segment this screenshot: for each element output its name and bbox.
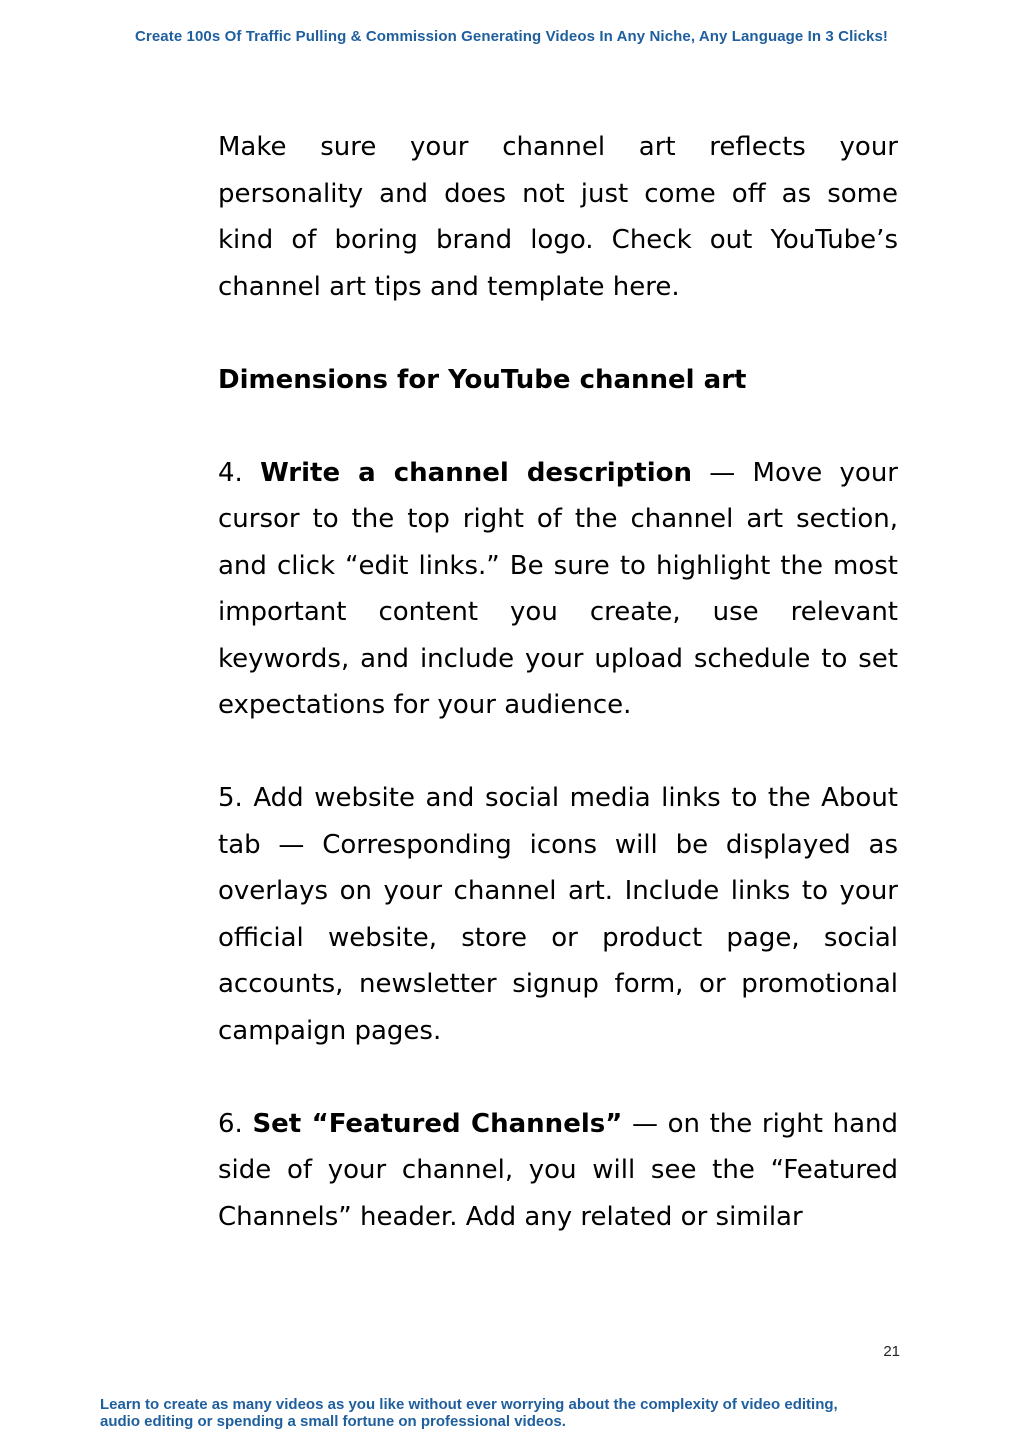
list-item-4 bbox=[218, 450, 898, 729]
footer-line-2: audio editing or spending a small fortune on professional videos. bbox=[100, 1413, 566, 1430]
list-item-5: 5. Add website and social media links to the About tab — Corresponding icons will be displayed as overlays on your channel art. Include links to your official website, store or product page, social accounts, newsletter signup form, or promotional campaign pages. bbox=[218, 783, 898, 1046]
heading-dimensions: Dimensions for YouTube channel art bbox=[218, 364, 747, 395]
footer-banner bbox=[100, 1396, 980, 1430]
page-content bbox=[218, 124, 898, 1287]
paragraph-channel-art: Make sure your channel art reflects your personality and does not just come off as some kind of boring brand logo. Check out YouTube’s channel art tips and template here. bbox=[218, 132, 898, 302]
item-6-title: Set “Featured Channels” bbox=[252, 1108, 623, 1139]
item-6-number: 6. bbox=[218, 1108, 253, 1139]
item-4-text: — Move your cursor to the top right of the channel art section, and click “edit links.” Be sure to highlight the most important content you create, use relevant keywords, and include your upload schedule to set expectations for your audience. bbox=[218, 457, 898, 720]
item-6-text: — on the right hand side of your channel, you will see the “Featured Channels” header. Add any related or similar bbox=[218, 1108, 898, 1232]
list-item-6 bbox=[218, 1101, 898, 1241]
footer-line-1: Learn to create as many videos as you like without ever worrying about the complexity of video editing, bbox=[100, 1396, 838, 1413]
item-4-number: 4. bbox=[218, 457, 261, 488]
item-4-title: Write a channel description bbox=[260, 457, 693, 488]
header-banner: Create 100s Of Traffic Pulling & Commission Generating Videos In Any Niche, Any Language In 3 Clicks! bbox=[134, 28, 889, 45]
page-number: 21 bbox=[883, 1343, 900, 1360]
